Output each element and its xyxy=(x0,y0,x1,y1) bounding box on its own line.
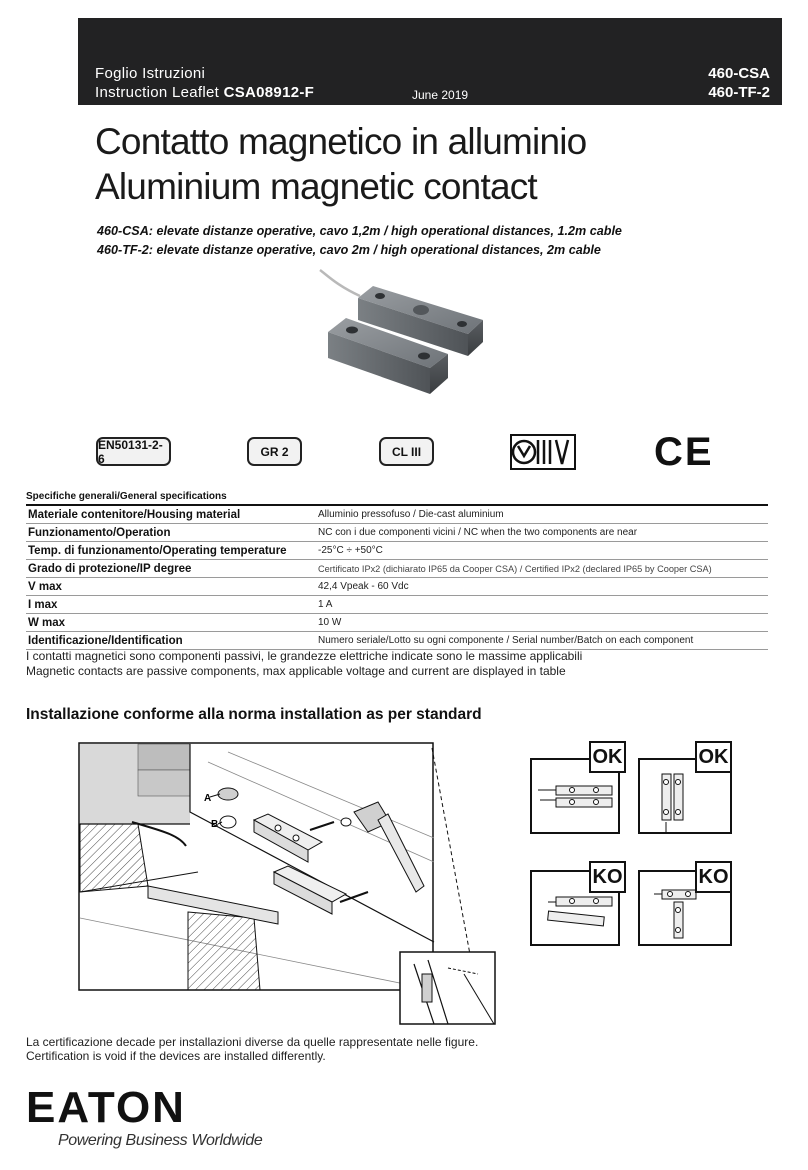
spec-key: I max xyxy=(26,596,314,614)
installation-drawing xyxy=(78,742,498,1026)
subtitle-csa: 460-CSA: elevate distanze operative, cavo 1,2m / high operational distances, 1.2m cable xyxy=(97,224,622,238)
leaflet-label-en: Instruction Leaflet CSA08912-F xyxy=(95,84,315,101)
product-image xyxy=(318,268,488,410)
ce-mark-icon: CE xyxy=(654,430,714,474)
header-band xyxy=(78,18,782,105)
spec-key: Grado di protezione/IP degree xyxy=(26,560,314,578)
label-a: A xyxy=(204,793,212,804)
spec-key: Materiale contenitore/Housing material xyxy=(26,505,314,524)
table-row xyxy=(26,596,768,614)
spec-value: 10 W xyxy=(314,614,768,632)
note-it: I contatti magnetici sono componenti passivi, le grandezze elettriche indicate sono le massime applicabili xyxy=(26,649,583,663)
ok-badge-1: OK xyxy=(589,741,626,773)
ko-badge-1: KO xyxy=(589,861,626,893)
table-row xyxy=(26,524,768,542)
spec-key: Temp. di funzionamento/Operating temperature xyxy=(26,542,314,560)
footer-note-it: La certificazione decade per installazioni diverse da quelle rappresentate nelle figure. xyxy=(26,1035,479,1049)
table-row xyxy=(26,505,768,524)
ok-badge-2: OK xyxy=(695,741,732,773)
subtitle-tf2: 460-TF-2: elevate distanze operative, cavo 2m / high operational distances, 2m cable xyxy=(97,243,601,257)
leaflet-date: June 2019 xyxy=(412,88,469,102)
table-row xyxy=(26,578,768,596)
installation-heading: Installazione conforme alla norma installation as per standard xyxy=(26,706,482,723)
spec-value: 42,4 Vpeak - 60 Vdc xyxy=(314,578,768,596)
spec-key: Funzionamento/Operation xyxy=(26,524,314,542)
ko-badge-2: KO xyxy=(695,861,732,893)
note-en: Magnetic contacts are passive components, max applicable voltage and current are displayed in table xyxy=(26,664,566,678)
imq-mark-icon xyxy=(510,434,576,470)
cert-grade-badge: GR 2 xyxy=(247,437,302,466)
model-code-1: 460-CSA xyxy=(708,65,770,82)
leaflet-label-it: Foglio Istruzioni xyxy=(95,65,206,82)
specs-caption: Specifiche generali/General specifications xyxy=(26,491,227,502)
spec-value: NC con i due componenti vicini / NC when the two components are near xyxy=(314,524,768,542)
specs-table xyxy=(26,504,768,650)
spec-key: W max xyxy=(26,614,314,632)
label-b: B xyxy=(211,819,219,830)
spec-value: 1 A xyxy=(314,596,768,614)
footer-note-en: Certification is void if the devices are installed differently. xyxy=(26,1049,326,1063)
spec-key: Identificazione/Identification xyxy=(26,632,314,650)
cert-standard-badge: EN50131-2-6 xyxy=(96,437,171,466)
table-row xyxy=(26,542,768,560)
spec-value: Numero seriale/Lotto su ogni componente / Serial number/Batch on each component xyxy=(314,632,768,650)
table-row xyxy=(26,560,768,578)
title-it: Contatto magnetico in alluminio xyxy=(95,121,587,162)
model-code-2: 460-TF-2 xyxy=(708,84,770,101)
eaton-logo: EATON xyxy=(26,1083,186,1132)
leaflet-code: CSA08912-F xyxy=(223,84,315,101)
spec-value: -25°C ÷ +50°C xyxy=(314,542,768,560)
table-row xyxy=(26,614,768,632)
title-en: Aluminium magnetic contact xyxy=(95,166,537,207)
table-row xyxy=(26,632,768,650)
cert-class-badge: CL III xyxy=(379,437,434,466)
brand-tagline: Powering Business Worldwide xyxy=(58,1132,263,1149)
spec-key: V max xyxy=(26,578,314,596)
spec-value: Alluminio pressofuso / Die-cast aluminium xyxy=(314,505,768,524)
spec-value: Certificato IPx2 (dichiarato IP65 da Cooper CSA) / Certified IPx2 (declared IP65 by Cooper CSA) xyxy=(314,560,768,578)
